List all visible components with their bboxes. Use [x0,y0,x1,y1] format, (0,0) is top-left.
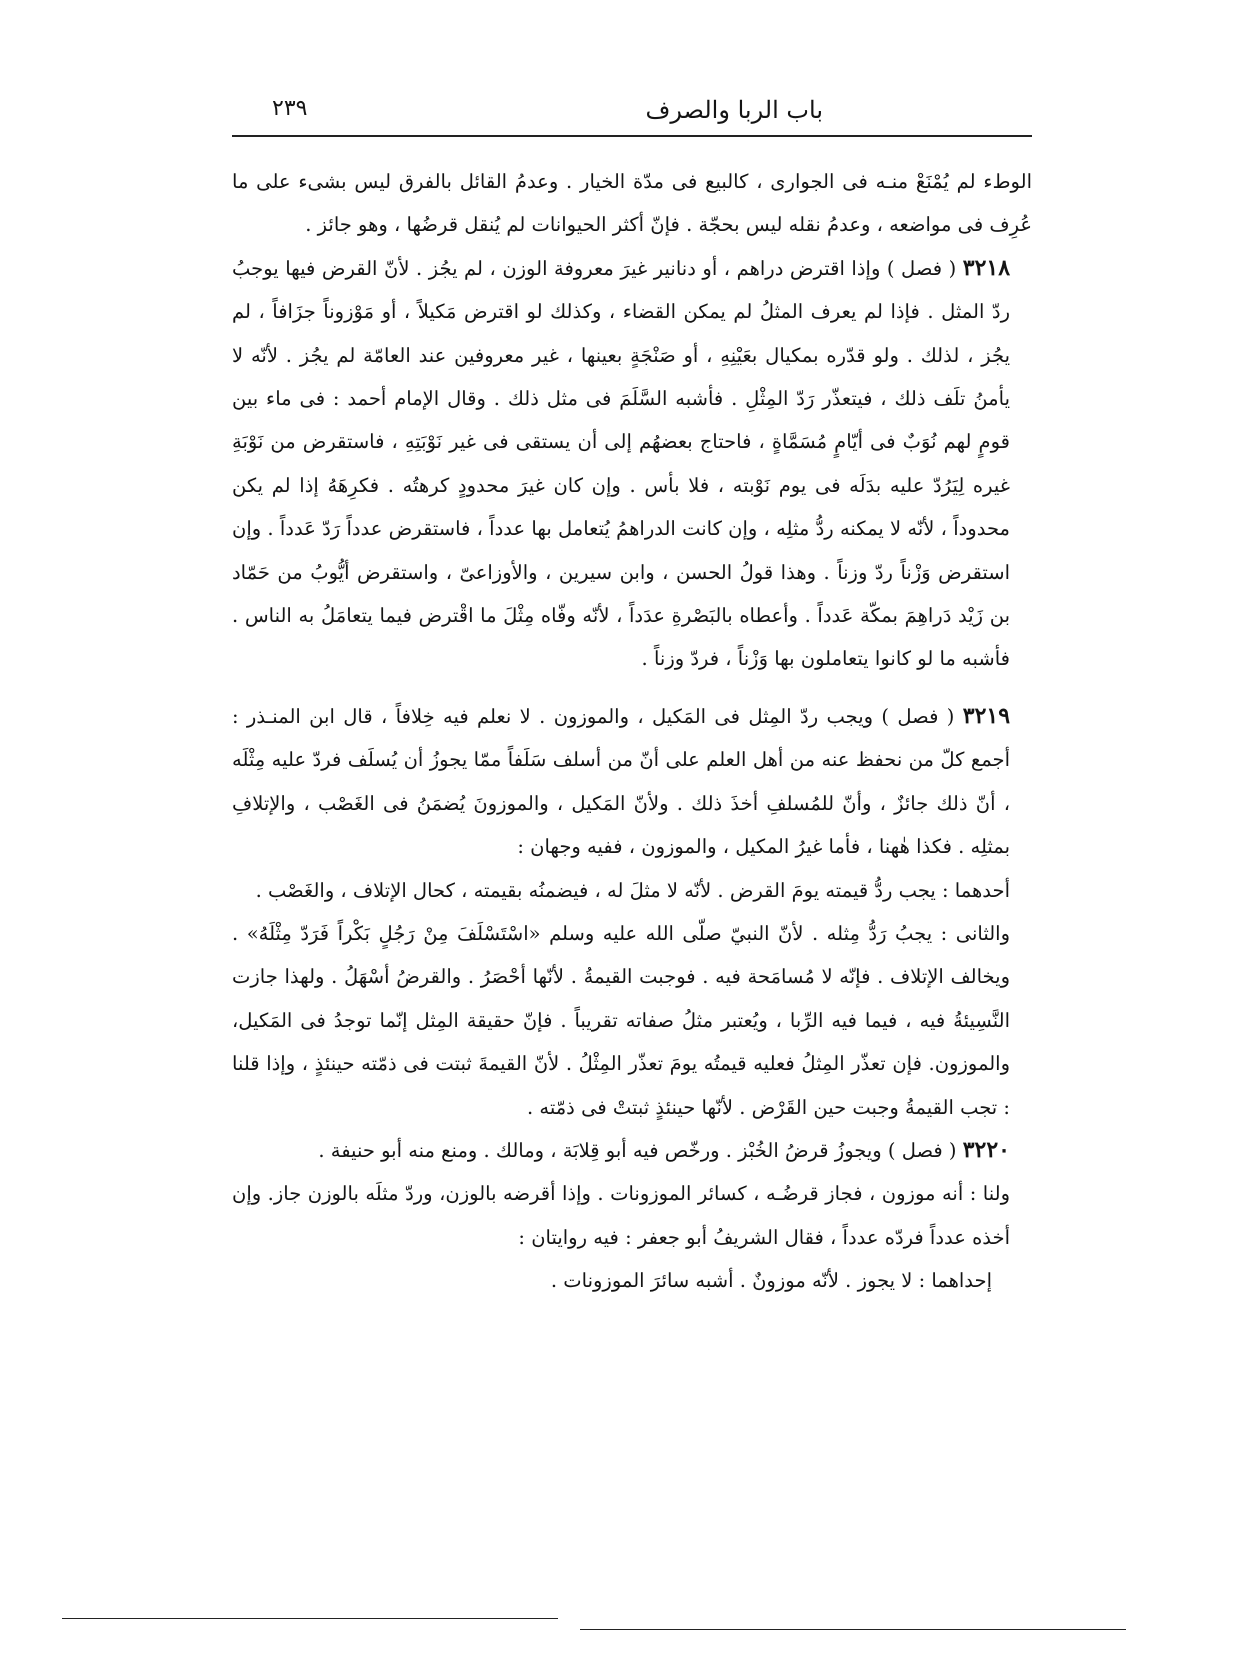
section-number: ٣٢١٩ [962,702,1011,729]
paragraph-continuation [232,160,1032,247]
section-3220 [232,1129,1032,1172]
paragraph-text: الوطء لم يُمْنَعْ منـه فى الجوارى ، كالبيع فى مدّة الخيار . وعدمُ القائل بالفرق ليس بشىء على ما عُرِف فى مواضعه ، وعدمُ نقله ليس بحجّة . فإنّ أكثر الحيوانات لم يُنقل قرضُها ، وهو جائز . [232,170,1032,237]
paragraph-text: إحداهما : لا يجوز . لأنّه موزونٌ . أشبه سائرَ الموزونات . [550,1269,992,1293]
section-3219 [232,695,1032,869]
footnote-divider-left [62,1618,558,1619]
paragraph-text: أحدهما : يجب ردُّ قيمته يومَ القرض . لأنّه لا مثلَ له ، فيضمنُه بقيمته ، كحال الإتلاف ، والغَصْب . [255,878,1010,902]
running-header [232,88,1028,132]
section-number: ٣٢٢٠ [962,1136,1010,1163]
paragraph-text: والثانى : يجبُ رَدُّ مِثله . لأنّ النبيّ صلّى الله عليه وسلم «اسْتَسْلَفَ مِنْ رَجُلٍ بَكْراً فَرَدّ مِثْلَهُ» . ويخالف الإتلاف . فإنّه لا مُسامَحة فيه . فوجبت القيمةُ . لأنّها أحْصَرُ . والقرضُ أسْهَلُ . ولهذا جازت النَّسِيئةُ فيه ، فيما فيه الرِّبا ، ويُعتبر مثلُ صفاته تقريباً . فإنّ حقيقة المِثل إنّما توجدُ فى المَكيل، والموزون. فإن تعذّر المِثلُ فعليه قيمتُه يومَ تعذّر المِثْلُ . لأنّ القيمةَ ثبتت فى ذمّته حينئذٍ ، وإذا قلنا : تجب القيمةُ وجبت حين القَرْض . لأنّها حينئذٍ ثبتتْ فى ذمّته . [232,921,1010,1119]
footnote-divider-right [580,1629,1126,1630]
paragraph-first-narration [232,1259,1032,1302]
section-number: ٣٢١٨ [962,254,1011,281]
page-body [232,160,1032,1303]
paragraph-text: ( فصل ) ويجوزُ قرضُ الخُبْز . ورخّص فيه أبو قِلابَة ، ومالك . ومنع منه أبو حنيفة . [318,1138,957,1162]
paragraph-our-view [232,1172,1032,1259]
section-3218 [232,247,1032,681]
page-number: ٢٣٩ [272,96,308,121]
paragraph-text: ولنا : أنه موزون ، فجاز قرضُـه ، كسائر الموزونات . وإذا أقرضه بالوزن، وردّ مثلَه بالوزن جاز. وإن أخذه عدداً فردّه عدداً ، فقال الشريفُ أبو جعفر : فيه روايتان : [232,1182,1010,1249]
paragraph-text: ( فصل ) وإذا اقترض دراهم ، أو دنانير غيرَ معروفة الوزن ، لم يجُز . لأنّ القرض فيها يوجبُ ردّ المثل . فإذا لم يعرف المثلُ لم يمكن القضاء ، وكذلك لو اقترض مَكيلاً ، أو مَوْزوناً جزَافاً ، لم يجُز ، لذلك . ولو قدّره بمكيال بعَيْنِهِ ، أو صَنْجَةٍ بعينها ، غير معروفين عند العامّة لم يجُز . لأنّه لا يأمنُ تلَف ذلك ، فيتعذّر رَدّ المِثْلِ . فأشبه السَّلَمَ فى مثل ذلك . وقال الإمام أحمد : فى ماء بين قومٍ لهم نُوَبٌ فى أيّامٍ مُسَمَّاةٍ ، فاحتاج بعضهُم إلى أن يستقى فى غير نَوْبَتِهِ ، فاستقرض من نَوْبَةِ غيره لِيَرُدّ عليه بدَلَه فى يوم نَوْبته ، فلا بأس . وإن كان غيرَ محدودٍ كرهتُه . فكرِهَهُ إذا لم يكن محدوداً ، لأنّه لا يمكنه ردُّ مثلِه ، وإن كانت الدراهمُ يُتعامل بها عدداً ، فاستقرض عدداً رَدّ عَدداً . وإن استقرض وَزْناً ردّ وزناً . وهذا قولُ الحسن ، وابن سيرين ، والأوزاعىّ ، واستقرض أيُّوبُ من حَمّاد بن زَيْد دَراهِمَ بمكّة عَدداً . وأعطاه بالبَصْرةِ عدَداً ، لأنّه وفّاه مِثْلَ ما اقْترض فيما يتعامَلُ به الناس . فأشبه ما لو كانوا يتعاملون بها وَزْناً ، فردّ وزناً . [232,256,1010,671]
chapter-title: باب الربا والصرف [645,96,823,124]
paragraph-second-view [232,912,1032,1129]
paragraph-first-view [232,869,1032,912]
paragraph-text: ( فصل ) ويجب ردّ المِثل فى المَكيل ، والموزون . لا نعلم فيه خِلافاً ، قال ابن المنـذر : أجمع كلّ من نحفظ عنه من أهل العلم على أنّ من أسلف سَلَفاً ممّا يجوزُ أن يُسلَف فردّ عليه مِثْلَه ، أنّ ذلك جائزٌ ، وأنّ للمُسلفِ أخذَ ذلك . ولأنّ المَكيل ، والموزونَ يُضمَنُ فى الغَصْب ، والإتلافِ بمثلِه . فكذا هٰهنا ، فأما غيرُ المكيل ، والموزون ، ففيه وجهان : [232,704,1010,859]
header-divider [232,135,1032,137]
